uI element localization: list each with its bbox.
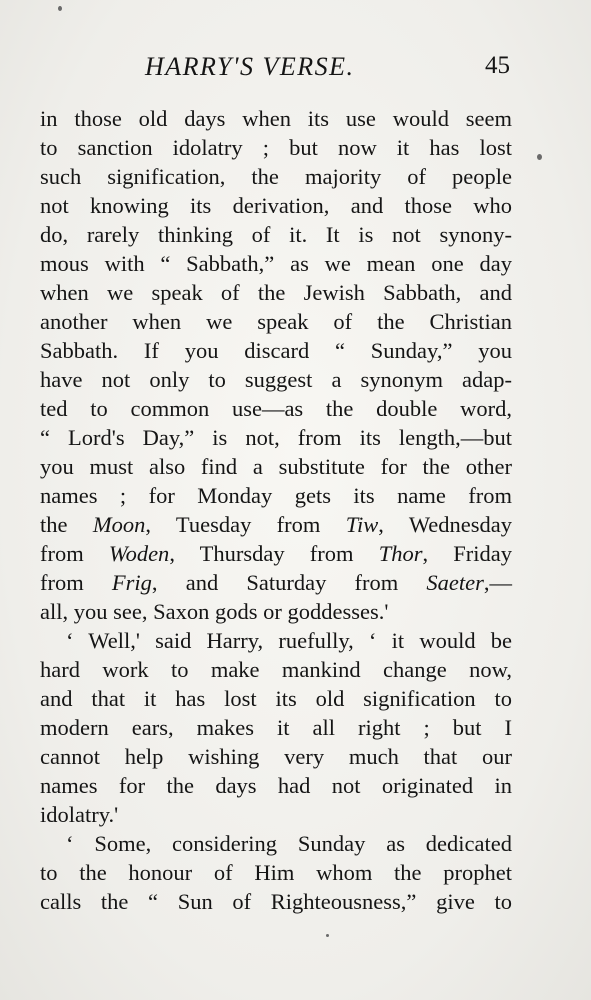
text-run: cannot help wishing very much that our bbox=[40, 744, 512, 769]
italic-word: Woden bbox=[108, 541, 170, 566]
text-line bbox=[40, 191, 512, 220]
text-line bbox=[40, 336, 512, 365]
text-line bbox=[40, 394, 512, 423]
text-line bbox=[40, 220, 512, 249]
text-run: names ; for Monday gets its name from bbox=[40, 483, 512, 508]
text-run: you must also find a substitute for the other bbox=[40, 454, 512, 479]
italic-word: Thor bbox=[378, 541, 423, 566]
text-line bbox=[40, 568, 512, 597]
text-run: “ Lord's Day,” is not, from its length,—but bbox=[40, 425, 512, 450]
text-line bbox=[40, 626, 512, 655]
text-run: ‘ Some, considering Sunday as dedicated bbox=[66, 831, 512, 856]
text-run: and that it has lost its old signification to bbox=[40, 686, 512, 711]
text-run: calls the “ Sun of Righteousness,” give to bbox=[40, 889, 512, 914]
running-title: HARRY'S VERSE. bbox=[145, 52, 355, 81]
text-run: in those old days when its use would seem bbox=[40, 106, 512, 131]
text-run: names for the days had not originated in bbox=[40, 773, 512, 798]
text-line bbox=[40, 713, 512, 742]
text-line bbox=[40, 481, 512, 510]
italic-word: Tiw bbox=[345, 512, 379, 537]
text-line bbox=[40, 278, 512, 307]
text-run: idolatry.' bbox=[40, 802, 119, 827]
text-line bbox=[40, 539, 512, 568]
text-line bbox=[40, 742, 512, 771]
text-line bbox=[40, 365, 512, 394]
italic-word: Moon bbox=[92, 512, 146, 537]
italic-word: Saeter bbox=[426, 570, 484, 595]
text-run: , Friday bbox=[422, 541, 512, 566]
text-line bbox=[40, 597, 512, 626]
text-run: ted to common use—as the double word, bbox=[40, 396, 512, 421]
text-run: ‘ Well,' said Harry, ruefully, ‘ it would be bbox=[66, 628, 512, 653]
text-run: to the honour of Him whom the prophet bbox=[40, 860, 512, 885]
text-run: , Thursday from bbox=[169, 541, 379, 566]
text-line bbox=[40, 162, 512, 191]
text-line bbox=[40, 249, 512, 278]
text-line bbox=[40, 452, 512, 481]
print-speck bbox=[537, 154, 542, 160]
text-line bbox=[40, 684, 512, 713]
text-run: Sabbath. If you discard “ Sunday,” you bbox=[40, 338, 512, 363]
text-run: from bbox=[40, 541, 109, 566]
print-speck bbox=[326, 934, 329, 937]
text-line bbox=[40, 510, 512, 539]
body-text bbox=[40, 104, 512, 916]
text-run: from bbox=[40, 570, 112, 595]
text-run: when we speak of the Jewish Sabbath, and bbox=[40, 280, 512, 305]
print-speck bbox=[58, 6, 62, 11]
text-line bbox=[40, 858, 512, 887]
text-run: to sanction idolatry ; but now it has lost bbox=[40, 135, 512, 160]
text-line bbox=[40, 771, 512, 800]
text-run: hard work to make mankind change now, bbox=[40, 657, 512, 682]
text-line bbox=[40, 829, 512, 858]
text-run: mous with “ Sabbath,” as we mean one day bbox=[40, 251, 512, 276]
text-run: , Wednesday bbox=[378, 512, 513, 537]
text-line bbox=[40, 800, 512, 829]
text-line bbox=[40, 133, 512, 162]
text-run: , and Saturday from bbox=[151, 570, 427, 595]
text-run: all, you see, Saxon gods or goddesses.' bbox=[40, 599, 389, 624]
text-run: not knowing its derivation, and those who bbox=[40, 193, 512, 218]
text-line bbox=[40, 423, 512, 452]
text-run: have not only to suggest a synonym adap- bbox=[40, 367, 512, 392]
text-run: modern ears, makes it all right ; but I bbox=[40, 715, 512, 740]
text-line bbox=[40, 307, 512, 336]
text-run: such signification, the majority of people bbox=[40, 164, 512, 189]
text-run: ,— bbox=[483, 570, 512, 595]
page-number: 45 bbox=[485, 52, 510, 79]
page-header bbox=[40, 52, 510, 86]
text-run: do, rarely thinking of it. It is not synony- bbox=[40, 222, 512, 247]
text-run: , Tuesday from bbox=[145, 512, 346, 537]
text-run: another when we speak of the Christian bbox=[40, 309, 512, 334]
text-line bbox=[40, 104, 512, 133]
text-line bbox=[40, 887, 512, 916]
italic-word: Frig bbox=[111, 570, 152, 595]
text-run: the bbox=[40, 512, 93, 537]
text-line bbox=[40, 655, 512, 684]
